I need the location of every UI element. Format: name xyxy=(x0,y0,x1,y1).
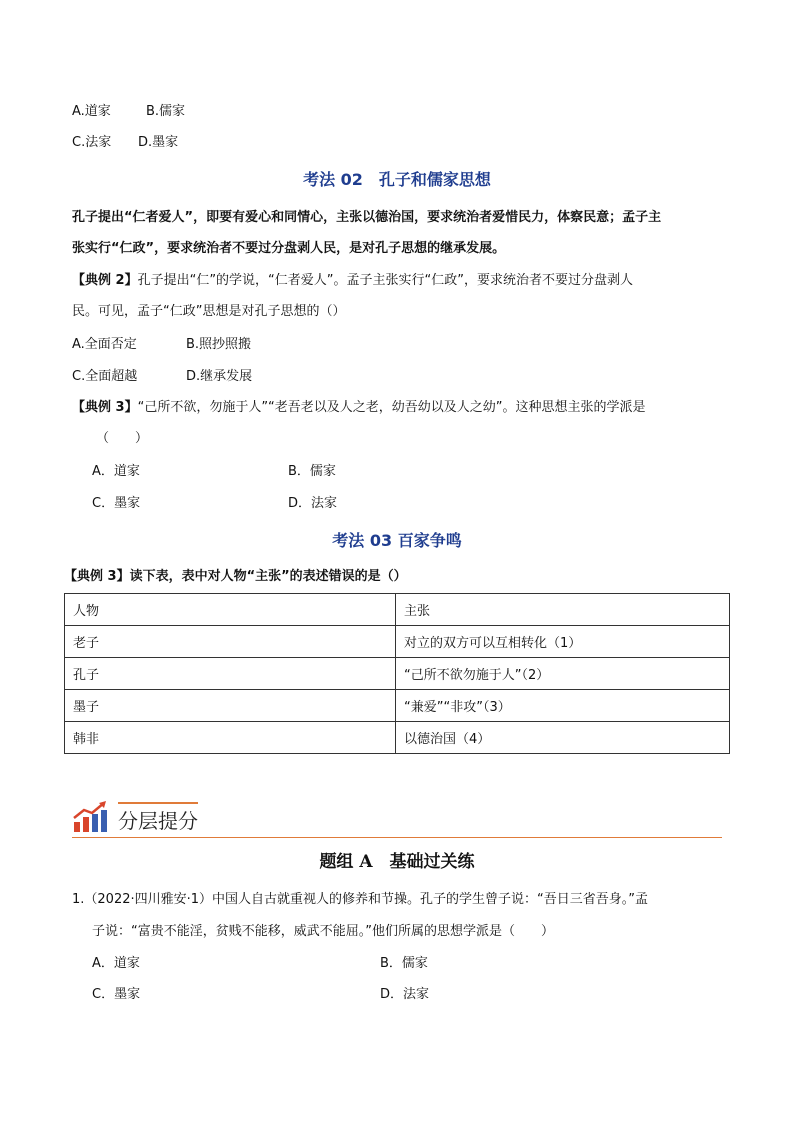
section-divider xyxy=(72,837,722,838)
table-cell: 老子 xyxy=(65,626,396,658)
example-2-option-d: D.继承发展 xyxy=(186,369,253,384)
example-3-line-2: （ ） xyxy=(96,431,149,446)
question-1-line-2: 子说：“富贵不能淫，贫贱不能移，威武不能屈。”他们所属的思想学派是（ ） xyxy=(92,924,554,939)
example-2-text-1: 孔子提出“仁”的学说，“仁者爱人”。孟子主张实行“仁政”，要求统治者不要过分盘剥人 xyxy=(137,273,633,288)
example-3b-line xyxy=(64,568,407,586)
table-cell: “己所不欲勿施于人”（2） xyxy=(396,658,730,690)
option-a-top: A.道家 xyxy=(72,104,111,119)
example-2-line-1 xyxy=(72,272,633,290)
table-cell: 孔子 xyxy=(65,658,396,690)
question-1-line-1: 1.（2022·四川雅安·1）中国人自古就重视人的修养和节操。孔子的学生曾子说：“吾日三省吾身。”孟 xyxy=(72,892,648,907)
table-row xyxy=(65,690,730,722)
section-banner-title: 分层提分 xyxy=(118,809,198,833)
section-heading-02: 考法 02 孔子和儒家思想 xyxy=(303,170,491,189)
option-b-top: B.儒家 xyxy=(146,104,186,119)
table-header-cell: 人物 xyxy=(65,594,396,626)
example-3-text-1: “己所不欲，勿施于人”“老吾老以及人之老，幼吾幼以及人之幼”。这种思想主张的学派是 xyxy=(137,400,646,415)
example-2-option-c: C.全面超越 xyxy=(72,369,138,384)
table-header-row xyxy=(65,594,730,626)
example-3-option-c: C．墨家 xyxy=(92,496,141,511)
example-3-option-a: A．道家 xyxy=(92,464,140,479)
question-1-option-c: C．墨家 xyxy=(92,987,141,1002)
question-1-option-d: D．法家 xyxy=(380,987,430,1002)
option-c-top: C.法家 xyxy=(72,135,112,150)
example-2-label: 【典例 2】 xyxy=(72,273,138,288)
intro-line-1: 孔子提出“仁者爱人”，即要有爱心和同情心，主张以德治国，要求统治者爱惜民力，体察民意；孟子主 xyxy=(72,210,662,225)
table-cell: 以德治国（4） xyxy=(396,722,730,754)
table-row xyxy=(65,722,730,754)
table-cell: 墨子 xyxy=(65,690,396,722)
intro-line-2: 张实行“仁政”，要求统治者不要过分盘剥人民，是对孔子思想的继承发展。 xyxy=(72,241,506,256)
section-heading-03: 考法 03 百家争鸣 xyxy=(332,531,462,550)
example-3b-label: 【典例 3】 xyxy=(64,569,130,584)
example-2-line-2: 民。可见，孟子“仁政”思想是对孔子思想的（） xyxy=(72,304,346,319)
table-header-cell: 主张 xyxy=(396,594,730,626)
example-2-option-a: A.全面否定 xyxy=(72,337,137,352)
question-1-option-a: A．道家 xyxy=(92,956,140,971)
option-d-top: D.墨家 xyxy=(138,135,179,150)
section-banner-decoration xyxy=(118,802,198,804)
example-2-option-b: B.照抄照搬 xyxy=(186,337,252,352)
question-1-option-b: B．儒家 xyxy=(380,956,428,971)
example-3-label: 【典例 3】 xyxy=(72,400,138,415)
table-row xyxy=(65,626,730,658)
bar-chart-arrow-icon xyxy=(72,800,108,834)
example-3-line-1 xyxy=(72,399,646,417)
example-3-option-d: D．法家 xyxy=(288,496,338,511)
table-cell: 韩非 xyxy=(65,722,396,754)
figures-claims-table xyxy=(64,593,730,754)
table-cell: 对立的双方可以互相转化（1） xyxy=(396,626,730,658)
example-3-option-b: B．儒家 xyxy=(288,464,336,479)
example-3b-text: 读下表，表中对人物“主张”的表述错误的是（） xyxy=(129,569,407,584)
table-row xyxy=(65,658,730,690)
table-cell: “兼爱”“非攻”（3） xyxy=(396,690,730,722)
group-a-title: 题组 A 基础过关练 xyxy=(319,852,475,872)
